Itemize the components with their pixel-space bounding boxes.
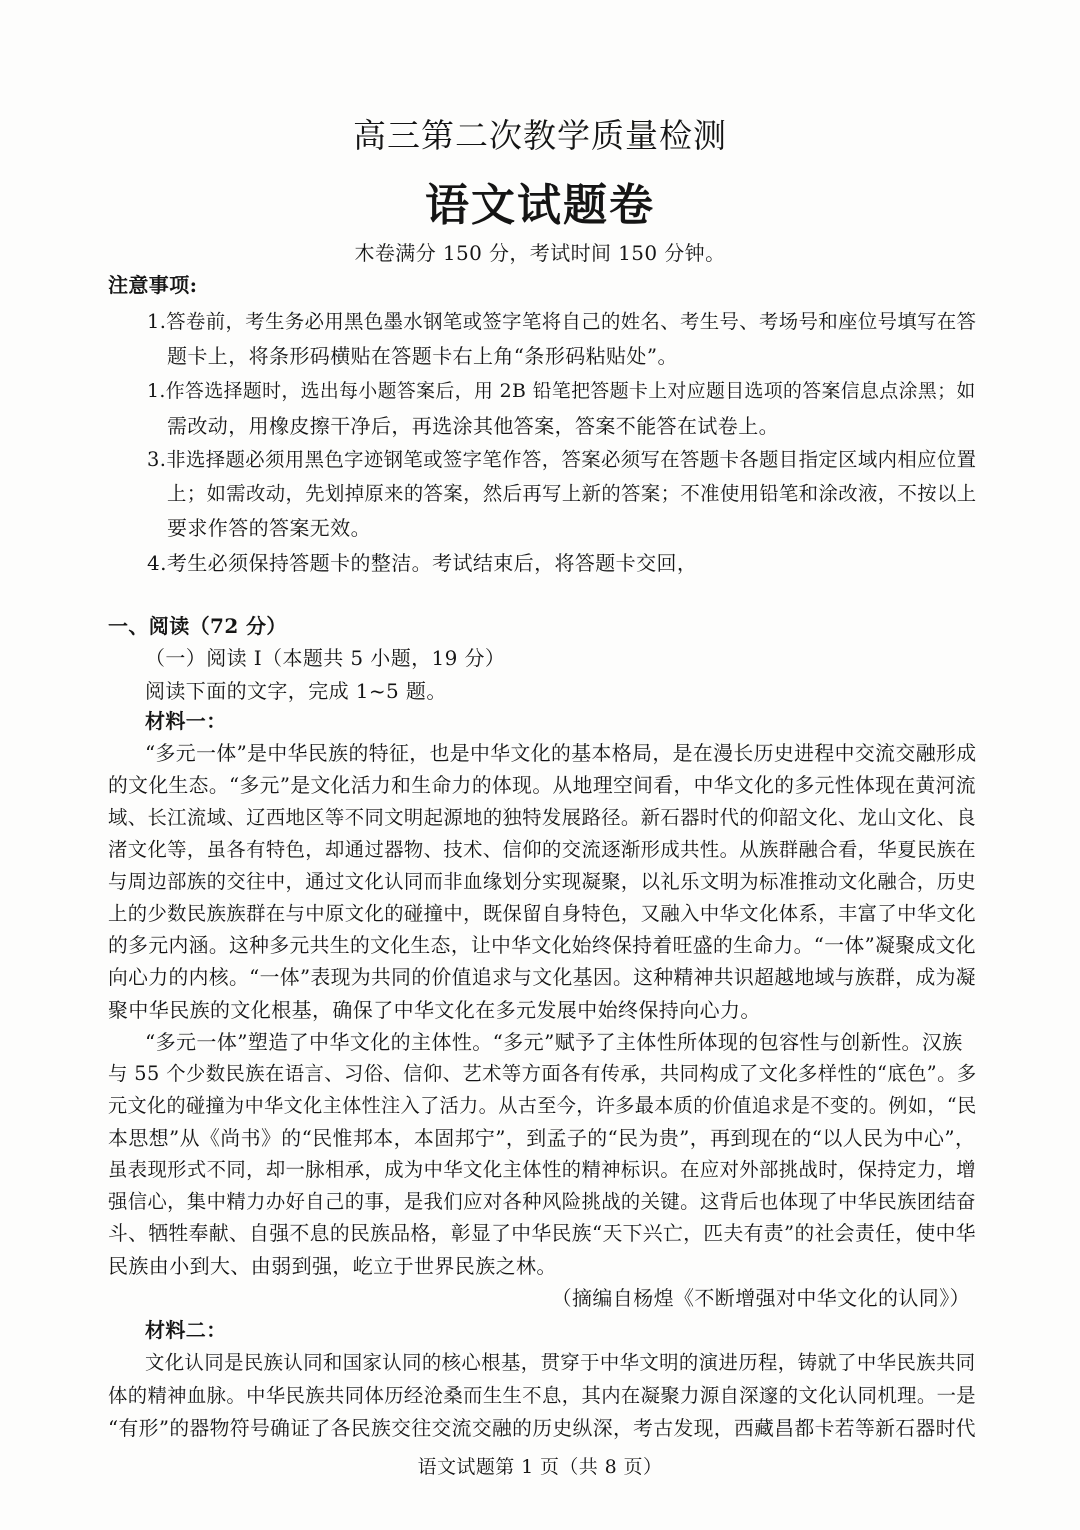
material-one-line: “多元一体”是中华民族的特征，也是中华文化的基本格局，是在漫长历史进程中交流交融形成 [145,742,977,765]
notice-line: 要求作答的答案无效。 [167,516,371,540]
notice-line: 题卡上，将条形码横贴在答题卡右上角“条形码粘贴处”。 [167,344,678,368]
material-one-line: 聚中华民族的文化根基，确保了中华文化在多元发展中始终保持向心力。 [108,998,761,1022]
page-title: 高三第二次教学质量检测 [353,116,727,155]
material-one-line: 与 55 个少数民族在语言、习俗、信仰、艺术等方面各有传承，共同构成了文化多样性的“底色”。多 [108,1062,977,1085]
material-one-line: 渚文化等，虽各有特色，却通过器物、技术、信仰的交流逐渐形成共性。从族群融合看，华夏民族在 [108,838,977,861]
notice-line: 3.非选择题必须用黑色字迹钢笔或签字笔作答，答案必须写在答题卡各题目指定区域内相应位置 [147,448,977,471]
section-heading: 一、阅读（72 分） [108,614,287,638]
section-subheading: （一）阅读 I（本题共 5 小题，19 分） [145,646,506,670]
notice-line: 上；如需改动，先划掉原来的答案，然后再写上新的答案；不准使用铅笔和涂改液，不按以上 [167,482,977,505]
notice-line: 1.作答选择题时，选出每小题答案后，用 2B 铅笔把答题卡上对应题目选项的答案信息点涂黑；如 [147,380,976,402]
material-two-label: 材料二： [145,1318,227,1342]
material-one-line: 与周边部族的交往中，通过文化认同而非血缘划分实现凝聚，以礼乐文明为标准推动文化融合，历史 [108,870,977,893]
notice-heading: 注意事项: [108,273,198,297]
material-one-line: 上的少数民族族群在与中原文化的碰撞中，既保留自身特色，又融入中华文化体系，丰富了中华文化 [108,902,977,925]
material-one-line: 强信心，集中精力办好自己的事，是我们应对各种风险挑战的关键。这背后也体现了中华民族团结奋 [108,1190,977,1213]
material-two-line: “有形”的器物符号确证了各民族交往交流交融的历史纵深，考古发现，西藏昌都卡若等新石器时代 [108,1417,976,1440]
material-one-line: 的文化生态。“多元”是文化活力和生命力的体现。从地理空间看，中华文化的多元性体现在黄河流 [108,774,976,797]
notice-line: 1.答卷前，考生务必用黑色墨水钢笔或签字笔将自己的姓名、考生号、考场号和座位号填写在答 [147,310,977,333]
notice-line: 4.考生必须保持答题卡的整洁。考试结束后，将答题卡交回， [147,551,698,575]
material-one-line: 斗、牺牲奉献、自强不息的民族品格，彰显了中华民族“天下兴亡，匹夫有责”的社会责任，使中华 [108,1222,976,1245]
section-instruction: 阅读下面的文字，完成 1~5 题。 [145,679,447,703]
material-two-line: 体的精神血脉。中华民族共同体历经沧桑而生生不息，其内在凝聚力源自深邃的文化认同机理。一是 [108,1384,977,1407]
material-one-line: 的多元内涵。这种多元共生的文化生态，让中华文化始终保持着旺盛的生命力。“一体”凝聚成文化 [108,934,976,957]
exam-info: 木卷满分 150 分，考试时间 150 分钟。 [354,241,726,265]
material-one-label: 材料一： [145,709,227,733]
material-one-line: 虽表现形式不同，却一脉相承，成为中华文化主体性的精神标识。在应对外部挑战时，保持定力，增 [108,1158,977,1181]
page-footer: 语文试题第 1 页（共 8 页） [417,1456,663,1478]
material-one-line: 民族由小到大、由弱到强，屹立于世界民族之林。 [108,1254,557,1278]
material-two-line: 文化认同是民族认同和国家认同的核心根基，贯穿于中华文明的演进历程，铸就了中华民族共同 [145,1351,976,1374]
material-one-line: 元文化的碰撞为中华文化主体性注入了活力。从古至今，许多最本质的价值追求是不变的。例如，“民 [108,1094,977,1117]
notice-line: 需改动，用橡皮擦干净后，再选涂其他答案，答案不能答在试卷上。 [167,414,779,438]
material-one-source: （摘编自杨煌《不断增强对中华文化的认同》） [551,1286,970,1310]
material-one-line: 向心力的内核。“一体”表现为共同的价值追求与文化基因。这种精神共识超越地域与族群，成为凝 [108,966,976,989]
material-one-line: 域、长江流域、辽西地区等不同文明起源地的独特发展路径。新石器时代的仰韶文化、龙山文化、良 [108,806,977,829]
material-one-line: “多元一体”塑造了中华文化的主体性。“多元”赋予了主体性所体现的包容性与创新性。汉族 [145,1030,963,1054]
paper-subtitle: 语文试题卷 [425,180,655,231]
material-one-line: 本思想”从《尚书》的“民惟邦本，本固邦宁”，到孟子的“民为贵”，再到现在的“以人民为中心”， [108,1126,976,1150]
